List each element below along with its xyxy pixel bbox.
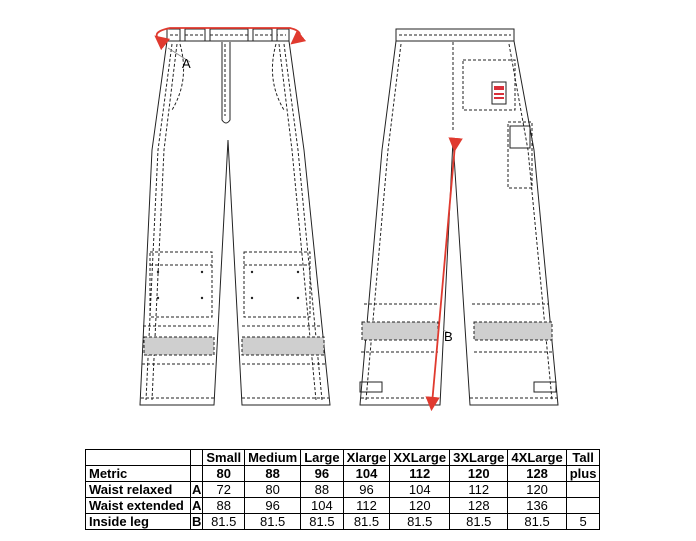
cell: 120 <box>450 466 508 482</box>
header-4xlarge: 4XLarge <box>508 450 566 466</box>
cell: 104 <box>343 466 390 482</box>
front-reflective-band-right <box>242 337 324 355</box>
cell: 128 <box>450 498 508 514</box>
cell: 88 <box>245 466 301 482</box>
cell: 5 <box>566 514 600 530</box>
cell: 81.5 <box>245 514 301 530</box>
back-outline <box>360 41 558 405</box>
row-label: Inside leg <box>86 514 191 530</box>
cell: 96 <box>343 482 390 498</box>
cell <box>566 498 600 514</box>
cell: 96 <box>301 466 343 482</box>
cell: 112 <box>390 466 450 482</box>
header-empty-cell <box>86 450 191 466</box>
back-reflective-band-left <box>362 322 438 340</box>
table-row <box>86 466 600 482</box>
cell: 81.5 <box>450 514 508 530</box>
back-view <box>360 29 558 405</box>
header-xxlarge: XXLarge <box>390 450 450 466</box>
cell: 81.5 <box>343 514 390 530</box>
cell: 120 <box>508 482 566 498</box>
row-ref: B <box>192 514 202 529</box>
header-small: Small <box>203 450 245 466</box>
cell: 88 <box>203 498 245 514</box>
cell: 72 <box>203 482 245 498</box>
cell: 112 <box>450 482 508 498</box>
table-header-row <box>86 450 600 466</box>
cell <box>566 482 600 498</box>
front-reflective-band-left <box>144 337 214 355</box>
cell: 81.5 <box>301 514 343 530</box>
size-table <box>85 449 600 530</box>
table-row <box>86 498 600 514</box>
cell: 88 <box>301 482 343 498</box>
cell: 81.5 <box>203 514 245 530</box>
header-3xlarge: 3XLarge <box>450 450 508 466</box>
cell: 80 <box>203 466 245 482</box>
row-label: Waist relaxed <box>86 482 191 498</box>
header-tall: Tall <box>566 450 600 466</box>
cell: 104 <box>301 498 343 514</box>
back-reflective-band-right <box>474 322 552 340</box>
cell: 128 <box>508 466 566 482</box>
cell: 81.5 <box>508 514 566 530</box>
header-large: Large <box>301 450 343 466</box>
marker-b-label: B <box>444 329 453 344</box>
table-row <box>86 514 600 530</box>
row-ref: A <box>192 498 202 513</box>
row-ref: A <box>192 482 202 497</box>
header-xlarge: Xlarge <box>343 450 390 466</box>
cell: plus <box>566 466 600 482</box>
cell: 81.5 <box>390 514 450 530</box>
cell: 120 <box>390 498 450 514</box>
row-label: Metric <box>86 466 191 482</box>
cell: 136 <box>508 498 566 514</box>
cell: 80 <box>245 482 301 498</box>
cell: 96 <box>245 498 301 514</box>
marker-a-label: A <box>182 56 191 71</box>
header-ref-cell <box>191 450 203 466</box>
row-label: Waist extended <box>86 498 191 514</box>
row-ref <box>191 466 203 482</box>
header-medium: Medium <box>245 450 301 466</box>
cell: 104 <box>390 482 450 498</box>
table-row <box>86 482 600 498</box>
cell: 112 <box>343 498 390 514</box>
front-view <box>140 28 330 405</box>
